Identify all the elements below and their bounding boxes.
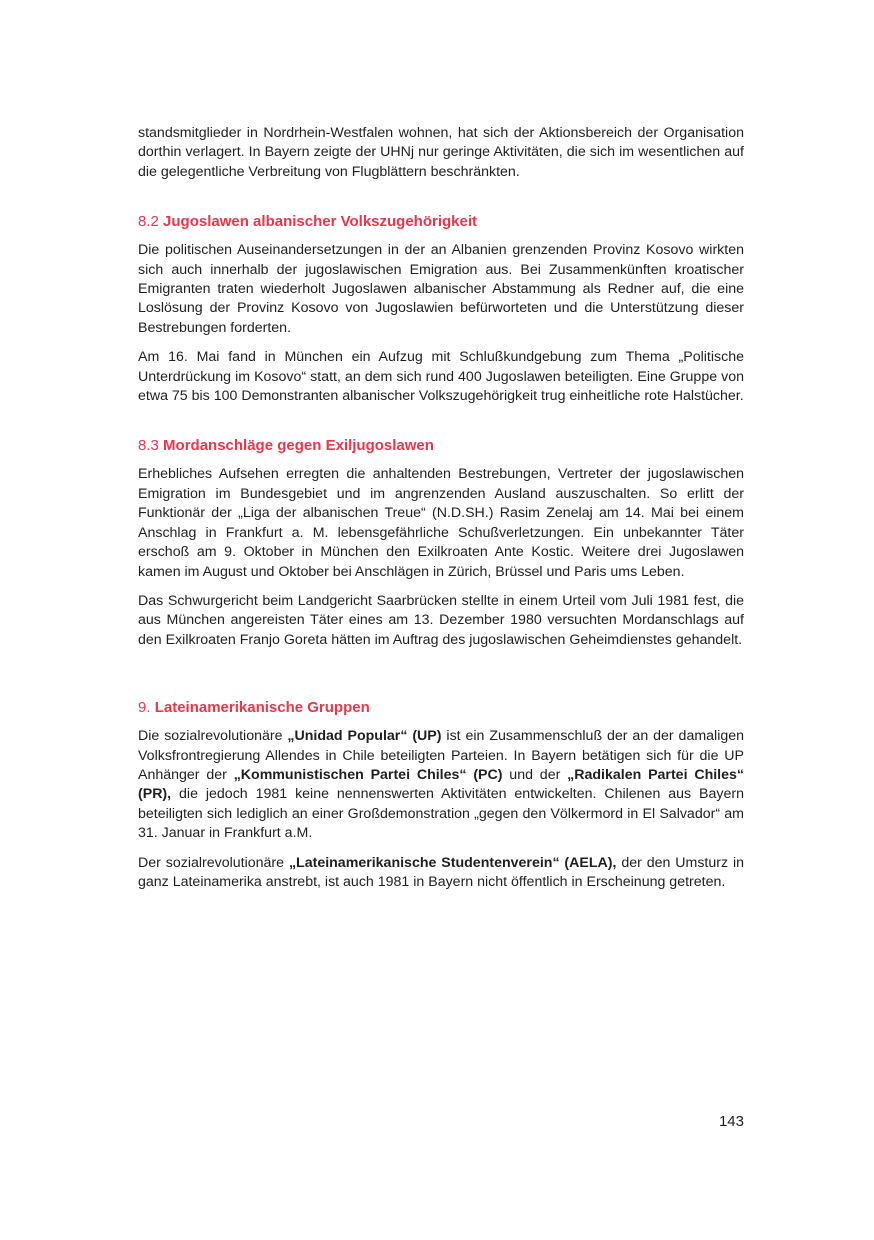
paragraph: Erhebliches Aufsehen erregten die anhaltenden Bestrebungen, Vertreter der jugoslawischen Emigration im Bundesgebiet und im angrenzenden Ausland auszuschalten. So erlitt der Funktionär der „Liga der albanischen Treue“ (N.D.SH.) Rasim Zenelaj am 14. Mai bei einem Anschlag in Frankfurt a. M. lebensgefährliche Schußverletzungen. Ein unbekannter Täter erschoß am 9. Oktober in München den Exilkroaten Ante Kostic. Weitere drei Jugoslawen kamen im August und Oktober bei Anschlägen in Zürich, Brüssel und Paris ums Leben. [138, 466, 744, 580]
section-title: Mordanschläge gegen Exiljugoslawen [163, 437, 434, 455]
paragraph [138, 727, 744, 843]
text-run: Die sozialrevolutionäre [138, 728, 288, 745]
section-number: 8.3 [138, 437, 159, 455]
section-title: Lateinamerikanische Gruppen [154, 699, 370, 717]
section-number: 8.2 [138, 213, 159, 231]
paragraph: Die politischen Auseinandersetzungen in der an Albanien grenzenden Provinz Kosovo wirkten sich auch innerhalb der jugoslawischen Emigration aus. Bei Zusammenkünften kroatischer Emigranten traten wiederholt Jugoslawen albanischer Abstammung als Redner auf, die eine Loslösung der Provinz Kosovo von Jugoslawien befürworteten und die Unterstützung dieser Bestrebungen forderten. [138, 242, 744, 336]
paragraph: Am 16. Mai fand in München ein Aufzug mit Schlußkundgebung zum Thema „Politische Unterdrückung im Kosovo“ statt, an dem sich rund 400 Jugoslawen beteiligten. Eine Gruppe von etwa 75 bis 100 Demonstranten albanischer Volkszugehörigkeit trug einheitliche rote Halstücher. [138, 349, 744, 405]
text-run: die jedoch 1981 keine nennenswerten Aktivitäten entwickelten. Chilenen aus Bayern beteiligten sich lediglich an einer Großdemonstration „gegen den Völkermord in El Salvador“ am 31. Januar in Frankfurt a.M. [138, 786, 744, 842]
organization-name: „Lateinamerikanische Studentenverein“ (AELA), [288, 854, 617, 871]
organization-name: „Kommunistischen Partei Chiles“ (PC) [233, 766, 503, 783]
paragraph [138, 854, 744, 893]
section-heading-8-2 [138, 212, 744, 232]
section-heading-9 [138, 698, 744, 718]
text-run: Der sozialrevolutionäre [138, 854, 289, 871]
section-number: 9. [138, 699, 151, 717]
organization-name: „Unidad Popular“ (UP) [287, 728, 442, 745]
paragraph: Das Schwurgericht beim Landgericht Saarbrücken stellte in einem Urteil vom Juli 1981 fest, die aus München angereisten Täter eines am 13. Dezember 1980 versuchten Mordanschlags auf den Exilkroaten Franjo Goreta hätten im Auftrag des jugoslawischen Geheimdienstes gehandelt. [138, 592, 744, 648]
text-run: der den Umsturz in ganz Lateinamerika anstrebt, ist auch 1981 in Bayern nicht öffentlich in Erscheinung getreten. [138, 854, 745, 890]
text-run: und der [502, 766, 568, 783]
section-heading-8-3 [138, 436, 744, 456]
page-number: 143 [718, 1113, 744, 1130]
document-page [138, 124, 744, 892]
intro-paragraph: standsmitglieder in Nordrhein-Westfalen wohnen, hat sich der Aktionsbereich der Organisation dorthin verlagert. In Bayern zeigte der UHNj nur geringe Aktivitäten, die sich im wesentlichen auf die gelegentliche Verbreitung von Flugblättern beschränkten. [138, 125, 744, 180]
section-title: Jugoslawen albanischer Volkszugehörigkeit [163, 213, 478, 231]
text-run: ist ein Zusammenschluß der an der damaligen Volksfrontregierung Allendes in Chile beteiligten Parteien. In Bayern betätigen sich für die UP Anhänger der [138, 728, 745, 783]
organization-name: „Radikalen Partei Chiles“ (PR), [138, 766, 745, 803]
